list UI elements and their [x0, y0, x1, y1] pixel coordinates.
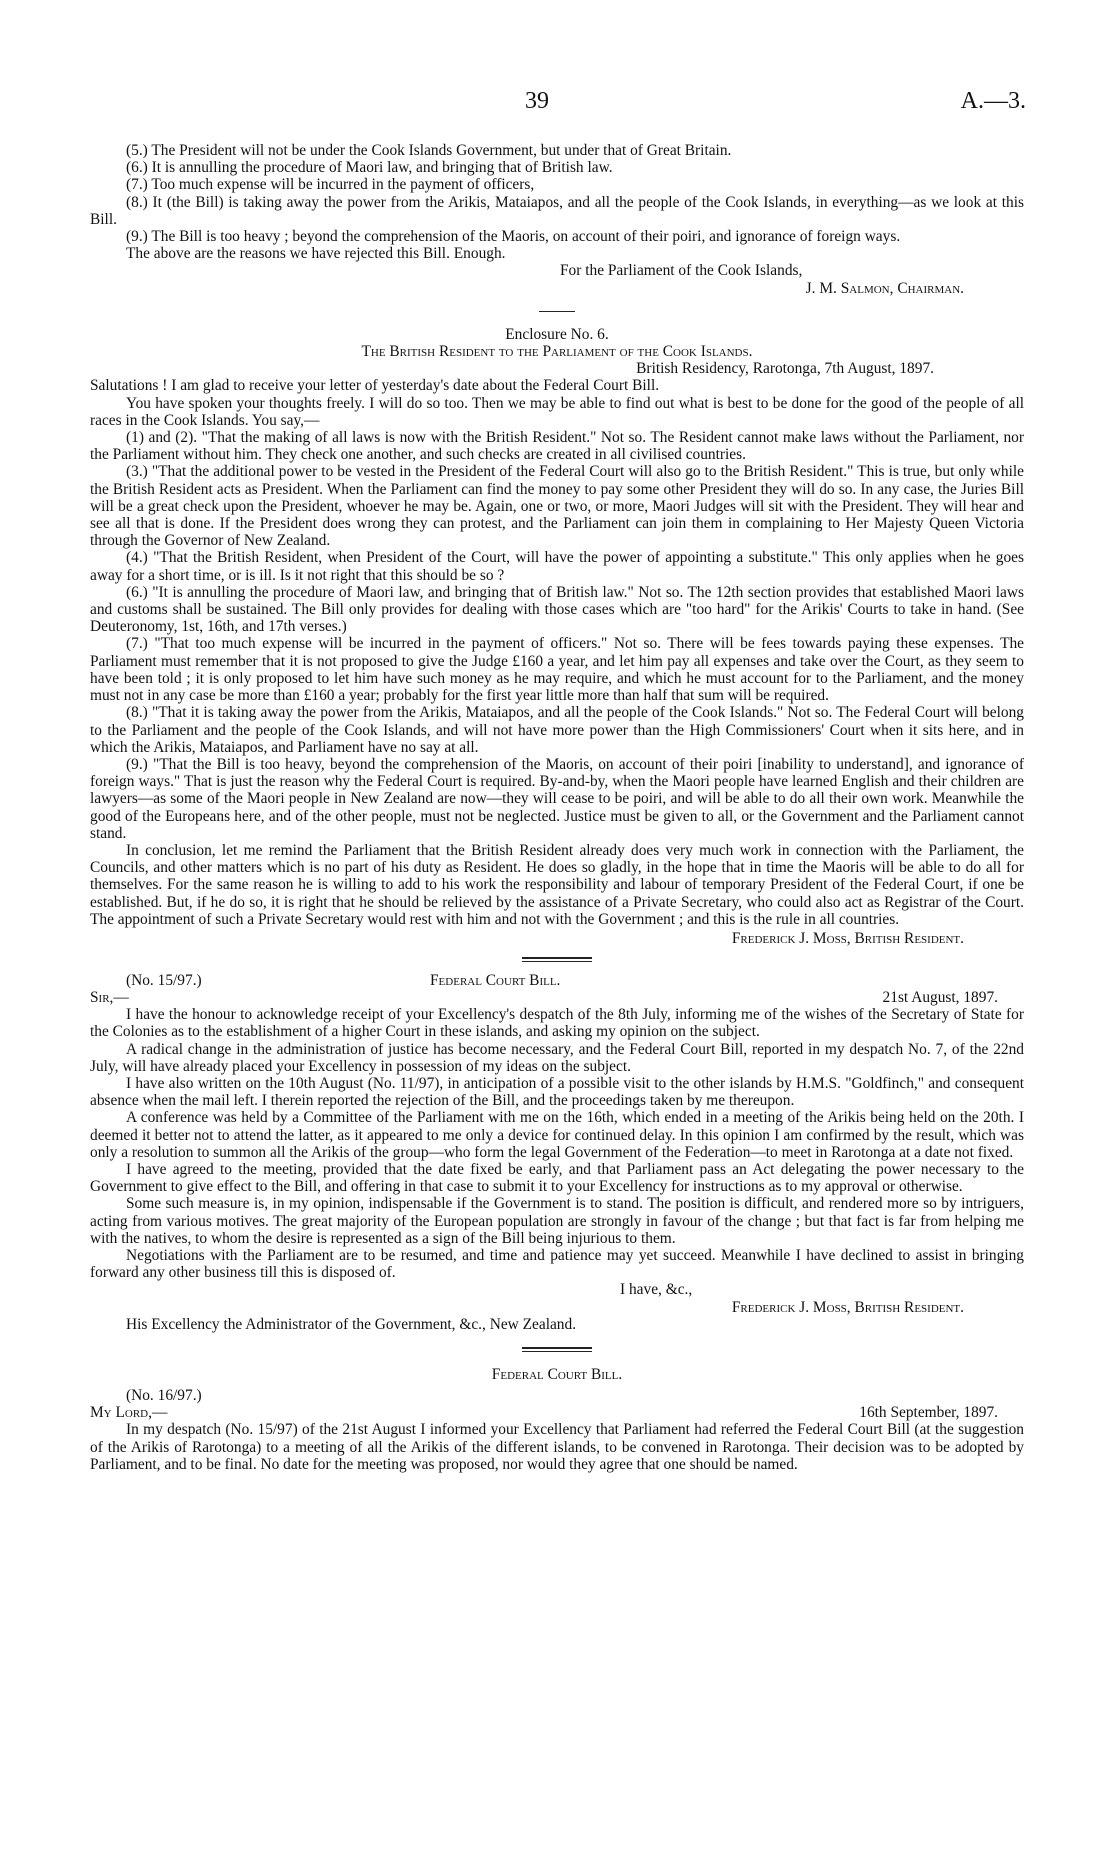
letter-16-97	[90, 1366, 1024, 1473]
letter-number: (No. 15/97.)	[126, 972, 202, 990]
letter-title: Federal Court Bill.	[430, 972, 561, 990]
letter-paragraph: A conference was held by a Committee of the Parliament with me on the 16th, which ended in a meeting of the Arikis being held on the 20th. I deemed it better not to attend the latter, as it appeared to me only a device for continued delay. In this opinion I am confirmed by the result, which was only a resolution to summon all the Arikis of the group—who form the legal Government of the Federation—to meet in Rarotonga at a date not fixed.	[90, 1109, 1024, 1161]
divider	[539, 311, 575, 312]
rejection-conclusion: The above are the reasons we have rejected this Bill. Enough.	[126, 245, 506, 263]
enclosure-heading: Enclosure No. 6.	[505, 325, 609, 343]
section-code: A.—3.	[960, 88, 1026, 114]
enclosure-paragraph: (8.) "That it is taking away the power from the Arikis, Mataiapos, and all the people of the Cook Islands." Not so. The Federal Court will belong to the Parliament and the people of the Cook Islands, and will not have more power than the High Commissioners' Court when it sits here, and in which the Arikis, Mataiapos, and Parliament have no say at all.	[90, 704, 1024, 756]
enclosure-paragraph: (6.) "It is annulling the procedure of Maori law, and bringing that of British law." Not so. The 12th section provides that established Maori laws and customs shall be sustained. The Bill only provides for dealing with those cases which are "too hard" for the Arikis' Courts to take in hand. (See Deuteronomy, 1st, 16th, and 17th verses.)	[90, 583, 1024, 636]
enclosure-paragraph: (9.) "That the Bill is too heavy, beyond the comprehension of the Maoris, on account of their poiri [inability to understand], and ignorance of foreign ways." That is just the reason why the Federal Court is required. By-and-by, when the Maori people have learned English and their children are lawyers—as some of the Maori people in New Zealand are now—they will cease to be poiri, and will be able to do all their own work. Meanwhile the good of the Europeans here, and of the other people, must not be neglected. Justice must be given to all, or the Government and the Parliament cannot stand.	[90, 755, 1024, 842]
letter-number: (No. 16/97.)	[126, 1387, 202, 1405]
enclosure-dateline: British Residency, Rarotonga, 7th August, 1897.	[636, 360, 934, 378]
reason-6: (6.) It is annulling the procedure of Maori law, and bringing that of British law.	[126, 159, 613, 177]
enclosure-paragraph: (3.) "That the additional power to be vested in the President of the Federal Court will also go to the British Resident." This is true, but only while the British Resident acts as President. When the Parliament can find the money to pay some other President they will do so. In any case, the Juries Bill will be a great check upon the President, whoever he may be. Again, one or two, or more, Maori Judges will sit with the President. They will hear and see all that is done. If the President does wrong they can protest, and the Parliament can join them in complaining to Her Majesty Queen Victoria through the Governor of New Zealand.	[90, 463, 1024, 550]
letter-paragraph: I have agreed to the meeting, provided that the date fixed be early, and that Parliament pass an Act delegating the power necessary to the Government to give effect to the Bill, and offering in that case to submit it to your Excellency for instructions as to my approval or otherwise.	[90, 1160, 1024, 1196]
divider	[522, 1347, 592, 1352]
enclosure-paragraph: (1) and (2). "That the making of all laws is now with the British Resident." Not so. The Resident cannot make laws without the Parliament, nor the Parliament without him. They check one another, and such checks are created in all civilised countries.	[90, 429, 1024, 464]
enclosure-paragraph: You have spoken your thoughts freely. I will do so too. Then we may be able to find out what is best to be done for the good of the people of all races in the Cook Islands. You say,—	[90, 394, 1024, 429]
letter-date: 21st August, 1897.	[882, 989, 998, 1007]
enclosure-subheading: The British Resident to the Parliament of the Cook Islands.	[361, 343, 753, 361]
letter-paragraph: A radical change in the administration of justice has become necessary, and the Federal Court Bill, reported in my despatch No. 7, of the 22nd July, will have already placed your Excellency in possession of my ideas on the subject.	[90, 1040, 1024, 1075]
letter-date: 16th September, 1897.	[859, 1404, 998, 1422]
letter-15-97	[90, 972, 1024, 1333]
enclosure-paragraph: In conclusion, let me remind the Parliament that the British Resident already does very much work in connection with the Parliament, the Councils, and other matters which is no part of his duty as Resident. He does so gladly, in the hope that in time the Maoris will be able to do all for themselves. For the same reason he is willing to add to his work the responsibility and labour of temporary President of the Federal Court, if one be established. But, if he do so, it is right that he should be relieved by the assistance of a Private Secretary, who could also act as Registrar of the Court. The appointment of such a Private Secretary would rest with him and not with the Government ; and this is the rule in all countries.	[90, 841, 1024, 928]
page-body	[90, 90, 1024, 1473]
letter-paragraph: Some such measure is, in my opinion, indispensable if the Government is to stand. The position is difficult, and rendered more so by intriguers, acting from various motives. The great majority of the European population are strongly in favour of the change ; but that fact is far from helping me with the natives, to whom the desire is represented as a sign of the Bill being injurious to them.	[90, 1195, 1024, 1247]
signature-line-2: J. M. Salmon, Chairman.	[805, 279, 964, 297]
enclosure-6	[90, 326, 1024, 947]
divider	[522, 957, 592, 962]
letter-paragraph: I have also written on the 10th August (No. 11/97), in anticipation of a possible visit to the other islands by H.M.S. "Goldfinch," and consequent absence when the mail left. I therein reported the rejection of the Bill, and the proceedings taken by me thereupon.	[90, 1074, 1024, 1110]
enclosure-paragraph: (7.) "That too much expense will be incurred in the payment of officers." Not so. There will be fees towards paying these expenses. The Parliament must remember that it is not proposed to give the Judge £160 a year, and let him pay all expenses and take over the Court, as they seem to have been told ; it is only proposed to let him have such money as he may require, and which he must account for to the Parliament, and the money must not in any case be more than £160 a year; probably for the first year little more than half that sum will be required.	[90, 635, 1024, 705]
letter-paragraph: I have the honour to acknowledge receipt of your Excellency's despatch of the 8th July, informing me of the wishes of the Secretary of State for the Colonies as to the establishment of a higher Court in these islands, and asking my opinion on the subject.	[90, 1006, 1024, 1041]
signature-line-1: For the Parliament of the Cook Islands,	[560, 262, 803, 280]
reason-7: (7.) Too much expense will be incurred in the payment of officers,	[126, 176, 535, 194]
letter-addressee: His Excellency the Administrator of the Government, &c., New Zealand.	[126, 1315, 577, 1333]
letter-closing: I have, &c.,	[620, 1281, 693, 1299]
letter-salutation: Sir,—	[90, 989, 129, 1007]
reason-8: (8.) It (the Bill) is taking away the power from the Arikis, Mataiapos, and all the people of the Cook Islands, in everything—as we look at this Bill.	[90, 193, 1024, 228]
reason-5: (5.) The President will not be under the Cook Islands Government, but under that of Great Britain.	[126, 142, 732, 159]
page-number: 39	[525, 88, 549, 114]
letter-title: Federal Court Bill.	[491, 1366, 623, 1383]
enclosure-signature: Frederick J. Moss, British Resident.	[731, 929, 964, 947]
letter-paragraph: In my despatch (No. 15/97) of the 21st August I informed your Excellency that Parliament had referred the Federal Court Bill (at the suggestion of the Arikis of Rarotonga) to a meeting of all the Arikis of the different islands, to be convened in Rarotonga. Their decision was to be adopted by Parliament, and to be final. No date for the meeting was proposed, nor would they agree that one should be named.	[90, 1421, 1024, 1473]
reason-9: (9.) The Bill is too heavy ; beyond the comprehension of the Maoris, on account of their poiri, and ignorance of foreign ways.	[126, 228, 901, 246]
enclosure-paragraph: (4.) "That the British Resident, when President of the Court, will have the power of appointing a substitute." This only applies when he goes away for a short time, or is ill. Is it not right that this should be so ?	[90, 549, 1024, 584]
letter-salutation: My Lord,—	[90, 1404, 168, 1422]
letter-signature: Frederick J. Moss, British Resident.	[731, 1298, 964, 1316]
enclosure-paragraph: Salutations ! I am glad to receive your letter of yesterday's date about the Federal Court Bill.	[90, 377, 660, 395]
rejection-reasons	[90, 142, 1024, 297]
letter-paragraph: Negotiations with the Parliament are to be resumed, and time and patience may yet succeed. Meanwhile I have declined to assist in bringing forward any other business till this is disposed of.	[90, 1246, 1024, 1282]
